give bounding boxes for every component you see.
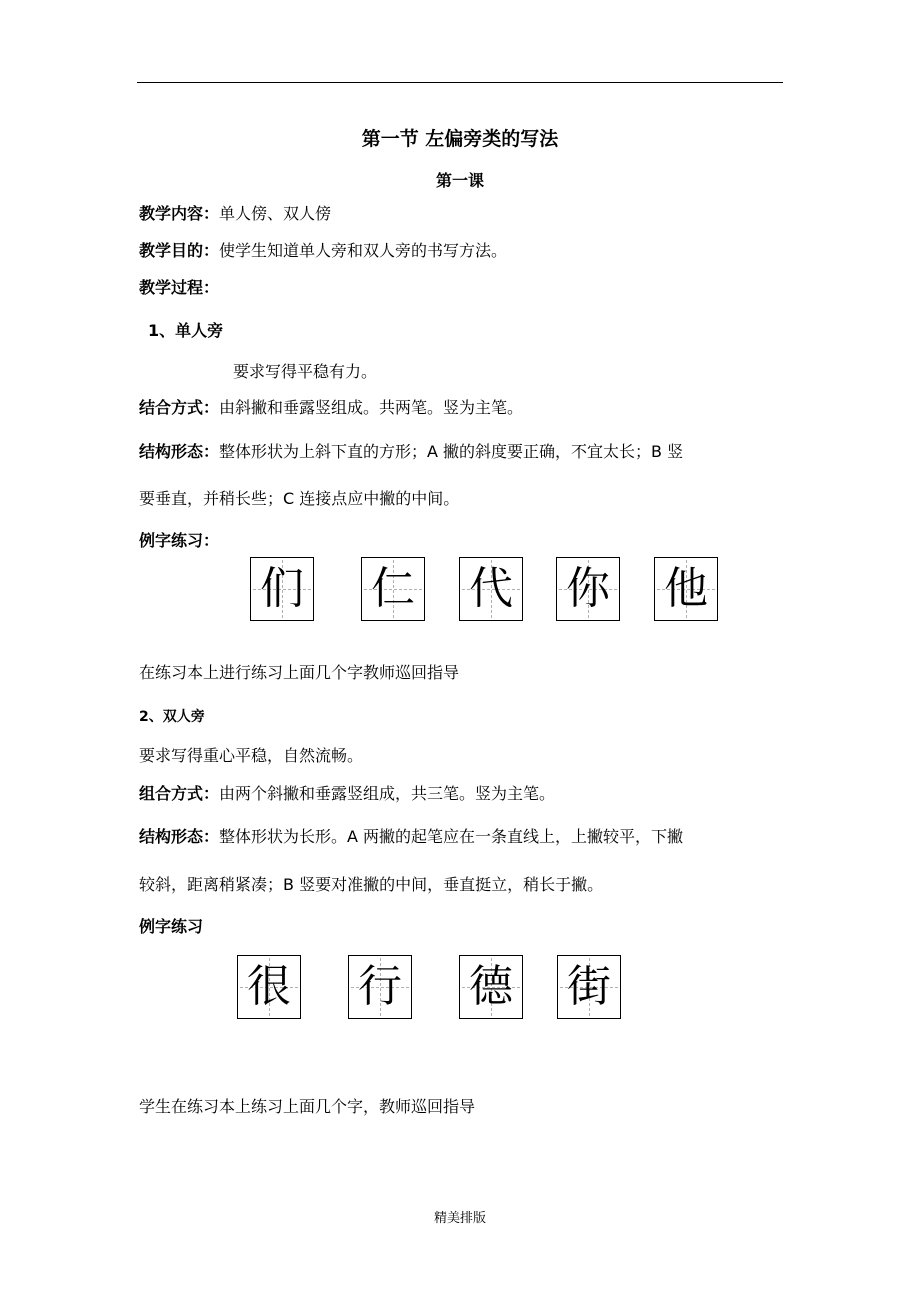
part2-practice-note: 学生在练习本上练习上面几个字，教师巡回指导 xyxy=(139,1097,476,1116)
part1-structure-label: 结构形态： xyxy=(139,442,220,461)
part2-combination-line xyxy=(139,783,555,805)
practice-char-box xyxy=(250,557,314,621)
page-footer: 精美排版 xyxy=(433,1211,486,1226)
part2-structure-line2: 较斜，距离稍紧凑；B 竖要对准撇的中间，垂直挺立，稍长于撇。 xyxy=(139,875,604,894)
part2-example-label: 例字练习 xyxy=(139,917,204,936)
part2-combination-label: 组合方式： xyxy=(139,784,220,803)
part2-structure-line1 xyxy=(139,826,683,848)
part1-practice-note: 在练习本上进行练习上面几个字教师巡回指导 xyxy=(139,663,460,682)
practice-char: 很 xyxy=(247,961,291,1012)
part1-requirement: 要求写得平稳有力。 xyxy=(233,362,378,381)
teaching-content-value: 单人傍、双人傍 xyxy=(219,204,332,223)
practice-char: 代 xyxy=(469,563,513,614)
practice-char-box xyxy=(654,557,718,621)
part1-combination-value: 由斜撇和垂露竖组成。共两笔。竖为主笔。 xyxy=(219,398,524,417)
part2-heading: 2、双人旁 xyxy=(139,709,205,725)
part1-combination-label: 结合方式： xyxy=(139,398,220,417)
teaching-goal-label: 教学目的： xyxy=(139,241,220,260)
practice-char-box xyxy=(459,557,523,621)
teaching-goal-line xyxy=(139,240,507,262)
teaching-content-line xyxy=(139,203,331,225)
practice-char: 德 xyxy=(469,961,513,1012)
part1-structure-value-1: 整体形状为上斜下直的方形；A 撇的斜度要正确，不宜太长；B 竖 xyxy=(219,442,684,461)
practice-char-box xyxy=(556,557,620,621)
practice-char-box xyxy=(348,955,412,1019)
practice-char-box xyxy=(557,955,621,1019)
teaching-process-label: 教学过程： xyxy=(139,278,220,297)
practice-char: 行 xyxy=(358,961,402,1012)
practice-char-box xyxy=(237,955,301,1019)
practice-char-box xyxy=(361,557,425,621)
part1-combination-line xyxy=(139,397,523,419)
practice-char: 们 xyxy=(260,563,304,614)
part1-structure-line2: 要垂直，并稍长些；C 连接点应中撇的中间。 xyxy=(139,489,460,508)
part2-combination-value: 由两个斜撇和垂露竖组成，共三笔。竖为主笔。 xyxy=(219,784,556,803)
practice-char: 你 xyxy=(566,563,610,614)
practice-char: 他 xyxy=(664,563,708,614)
practice-char-box xyxy=(459,955,523,1019)
practice-char: 街 xyxy=(567,961,611,1012)
part2-structure-value-1: 整体形状为长形。A 两撇的起笔应在一条直线上，上撇较平，下撇 xyxy=(219,827,684,846)
teaching-goal-value: 使学生知道单人旁和双人旁的书写方法。 xyxy=(219,241,508,260)
part2-requirement: 要求写得重心平稳，自然流畅。 xyxy=(139,746,364,765)
teaching-content-label: 教学内容： xyxy=(139,204,220,223)
lesson-title: 第一课 xyxy=(435,171,484,190)
part2-structure-label: 结构形态： xyxy=(139,827,220,846)
header-rule xyxy=(137,82,783,83)
part1-heading: 1、单人旁 xyxy=(148,321,224,340)
practice-char: 仁 xyxy=(371,563,415,614)
part1-structure-line1 xyxy=(139,441,683,463)
section-title: 第一节 左偏旁类的写法 xyxy=(361,128,559,150)
part1-example-label: 例字练习： xyxy=(139,531,220,550)
